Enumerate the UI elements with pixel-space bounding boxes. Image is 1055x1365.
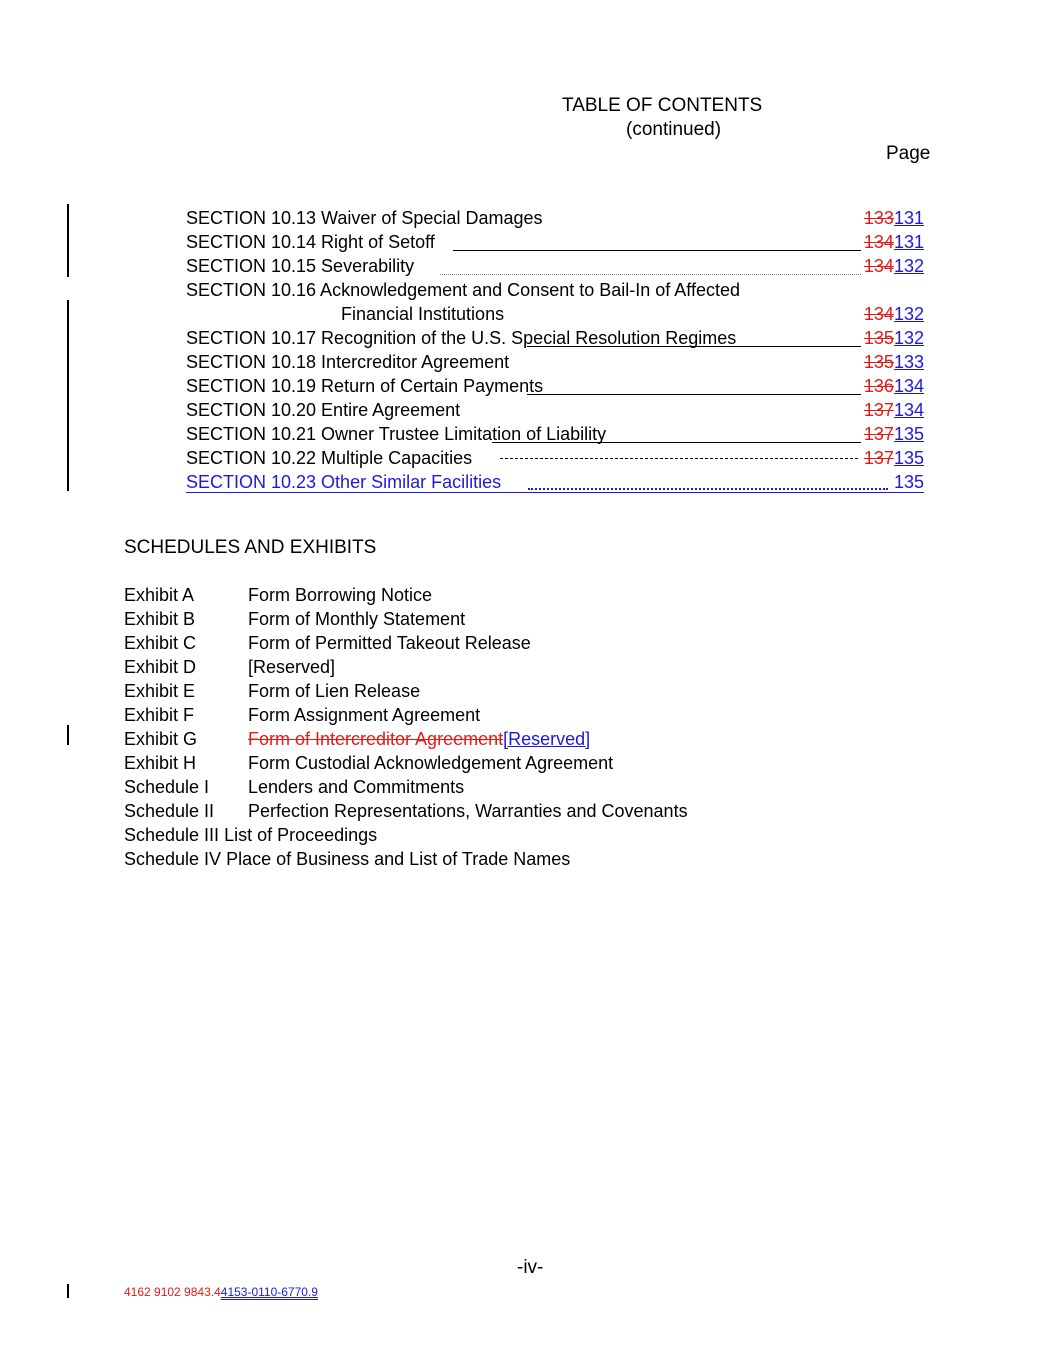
toc-page-10-21 — [864, 424, 924, 445]
schedule-title: Perfection Representations, Warranties and Covenants — [248, 801, 688, 821]
inserted-page: 135 — [893, 424, 924, 444]
deleted-doc-id: 4162 9102 9843.4 — [124, 1285, 221, 1299]
inserted-page: 132 — [893, 304, 924, 324]
exhibit-title: Form Borrowing Notice — [248, 585, 433, 605]
toc-page-10-19 — [864, 376, 924, 397]
exhibit-title: Form of Permitted Takeout Release — [248, 633, 531, 653]
deleted-page: 135 — [863, 328, 894, 348]
deleted-page: 136 — [863, 376, 894, 396]
deleted-page: 135 — [863, 352, 894, 372]
exhibit-title: Form Assignment Agreement — [248, 705, 481, 725]
leader-dots — [528, 488, 888, 490]
exhibit-title: Form of Monthly Statement — [248, 609, 466, 629]
toc-title: TABLE OF CONTENTS — [562, 95, 763, 116]
leader-line — [527, 346, 861, 347]
schedule-label: Schedule II — [124, 801, 215, 821]
toc-entry-10-16-continuation: Financial Institutions — [341, 304, 505, 324]
deleted-page: 137 — [863, 424, 894, 444]
toc-page-10-18 — [864, 352, 924, 373]
toc-entry-10-16: SECTION 10.16 Acknowledgement and Consent to Bail-In of Affected — [186, 280, 740, 300]
toc-entry-10-23: SECTION 10.23 Other Similar Facilities — [186, 472, 502, 492]
toc-entry-10-17: SECTION 10.17 Recognition of the U.S. Special Resolution Regimes — [186, 328, 737, 348]
toc-entry-10-21: SECTION 10.21 Owner Trustee Limitation of Liability — [186, 424, 607, 444]
inserted-doc-id: 4153-0110-6770.9 — [220, 1285, 318, 1299]
deleted-page: 137 — [863, 448, 894, 468]
page-number: -iv- — [517, 1257, 544, 1278]
change-bar — [67, 1284, 69, 1298]
deleted-page: 134 — [863, 256, 894, 276]
inserted-page: 134 — [893, 376, 924, 396]
inserted-page: 132 — [893, 328, 924, 348]
inserted-page: 135 — [893, 448, 924, 468]
toc-page-10-14 — [864, 232, 924, 253]
toc-entry-10-19: SECTION 10.19 Return of Certain Payments — [186, 376, 544, 396]
exhibit-label: Exhibit C — [124, 633, 197, 653]
exhibit-label: Exhibit F — [124, 705, 195, 725]
inserted-page: 133 — [893, 352, 924, 372]
schedule-label: Schedule I — [124, 777, 210, 797]
toc-entry-10-20: SECTION 10.20 Entire Agreement — [186, 400, 461, 420]
toc-page-10-16 — [864, 304, 924, 325]
toc-continued: (continued) — [626, 119, 722, 140]
toc-entry-10-13: SECTION 10.13 Waiver of Special Damages — [186, 208, 543, 228]
deleted-text: Form of Intercreditor Agreement — [248, 729, 504, 749]
toc-entry-10-18: SECTION 10.18 Intercreditor Agreement — [186, 352, 510, 372]
inserted-page: 134 — [893, 400, 924, 420]
exhibit-title — [248, 729, 590, 750]
exhibit-title: Form Custodial Acknowledgement Agreement — [248, 753, 614, 773]
inserted-page: 131 — [893, 208, 924, 228]
toc-page-10-13 — [864, 208, 924, 229]
inserted-underline — [186, 492, 924, 493]
toc-page-10-20 — [864, 400, 924, 421]
schedules-heading: SCHEDULES AND EXHIBITS — [124, 537, 377, 558]
exhibit-label: Exhibit A — [124, 585, 195, 605]
exhibit-label: Exhibit B — [124, 609, 196, 629]
toc-page-10-22 — [864, 448, 924, 469]
toc-entry-10-15: SECTION 10.15 Severability — [186, 256, 415, 276]
schedule-entry: Schedule III List of Proceedings — [124, 825, 378, 845]
exhibit-label: Exhibit E — [124, 681, 196, 701]
schedule-entry: Schedule IV Place of Business and List of Trade Names — [124, 849, 571, 869]
leader-dots — [440, 274, 861, 275]
inserted-text: [Reserved] — [503, 729, 591, 749]
exhibit-title: [Reserved] — [248, 657, 336, 677]
change-bar — [67, 300, 69, 491]
toc-page-10-17 — [864, 328, 924, 349]
toc-page-10-23: 135 — [893, 472, 924, 492]
inserted-page: 131 — [893, 232, 924, 252]
toc-entry-10-14: SECTION 10.14 Right of Setoff — [186, 232, 435, 252]
exhibit-label: Exhibit D — [124, 657, 197, 677]
leader-line — [453, 250, 861, 251]
inserted-page: 132 — [893, 256, 924, 276]
toc-entry-10-22: SECTION 10.22 Multiple Capacities — [186, 448, 473, 468]
page-column-label: Page — [886, 143, 931, 164]
deleted-page: 133 — [863, 208, 894, 228]
exhibit-title: Form of Lien Release — [248, 681, 421, 701]
leader-dashes — [500, 458, 858, 459]
document-id — [124, 1285, 318, 1299]
leader-line — [527, 394, 861, 395]
deleted-page: 134 — [863, 232, 894, 252]
exhibit-label: Exhibit H — [124, 753, 197, 773]
change-bar — [67, 204, 69, 277]
exhibit-label: Exhibit G — [124, 729, 198, 749]
deleted-page: 137 — [863, 400, 894, 420]
schedule-title: Lenders and Commitments — [248, 777, 465, 797]
leader-line — [492, 442, 861, 443]
deleted-page: 134 — [863, 304, 894, 324]
toc-page-10-15 — [864, 256, 924, 277]
change-bar — [67, 725, 69, 745]
